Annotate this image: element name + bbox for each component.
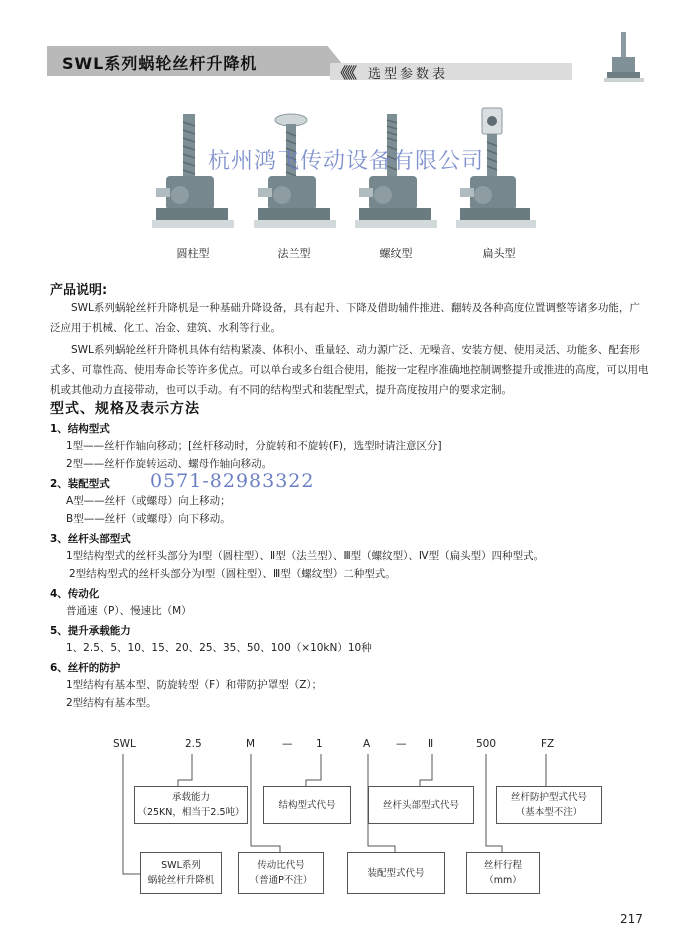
section-title: 4、传动化: [50, 588, 100, 600]
box-line: 传动比代号: [257, 860, 305, 871]
company-watermark: 杭州鸿飞传动设备有限公司: [208, 149, 485, 174]
box-line: 蜗轮丝杆升降机: [147, 875, 215, 886]
phone-watermark: 0571-82983322: [150, 470, 315, 492]
box-line: 结构型式代号: [278, 799, 336, 811]
section-line: 1型——丝杆作轴向移动；[丝杆移动时，分旋转和不旋转(F)，选型时请注意区分]: [66, 440, 442, 452]
section-line: 1、2.5、5、10、15、20、25、35、50、100（×10kN）10种: [66, 642, 372, 654]
section-line: B型——丝杆（或螺母）向下移动。: [66, 513, 231, 525]
code-part-protect: FZ: [541, 738, 555, 750]
code-box-ratio: [238, 852, 324, 894]
section-title: 6、丝杆的防护: [50, 662, 121, 674]
spec-heading: 型式、规格及表示方法: [50, 401, 200, 417]
box-line: （mm）: [484, 875, 522, 886]
box-line: 丝杆行程: [483, 860, 522, 871]
section-line: 2型——丝杆作旋转运动、螺母作轴向移动。: [66, 458, 273, 470]
code-part-dash: —: [282, 738, 293, 750]
box-line: （普通P不注）: [249, 875, 313, 886]
product-desc-heading: 产品说明:: [50, 283, 108, 298]
code-box-head: [368, 786, 474, 824]
page-number: 217: [620, 912, 643, 926]
box-line: 装配型式代号: [367, 867, 425, 879]
header-arrows: 《《《: [333, 64, 355, 82]
code-box-stroke: [466, 852, 540, 894]
box-line: 丝杆防护型式代号: [510, 792, 587, 803]
section-line: 1型结构有基本型、防旋转型（F）和带防护罩型（Z）；: [66, 679, 323, 691]
box-line: 丝杆头部型式代号: [382, 799, 459, 811]
code-part-capacity: 2.5: [185, 738, 202, 750]
code-part-assembly: A: [363, 738, 371, 750]
code-part-ratio: M: [246, 738, 256, 750]
product-label: 圆柱型: [176, 247, 210, 260]
section-line: 普通速（P）、慢速比（M）: [66, 605, 192, 617]
code-box-assembly: [347, 852, 445, 894]
section-title: 2、装配型式: [50, 478, 110, 490]
box-line: SWL系列: [161, 860, 201, 871]
section-title: 3、丝杆头部型式: [50, 533, 131, 545]
code-part-dash: —: [396, 738, 407, 750]
section-line: A型——丝杆（或螺母）向上移动；: [66, 495, 231, 507]
section-line: 2型结构有基本型。: [66, 697, 157, 709]
product-label: 法兰型: [277, 247, 311, 260]
box-line: （25KN，相当于2.5吨）: [137, 807, 245, 818]
code-box-protect: [496, 786, 602, 824]
code-part-stroke: 500: [476, 738, 497, 750]
section-line: 1型结构型式的丝杆头部分为Ⅰ型（圆柱型）、Ⅱ型（法兰型）、Ⅲ型（螺纹型）、Ⅳ型（扁头型）四种型式。: [66, 550, 545, 562]
product-desc-paragraph-1: SWL系列蜗轮丝杆升降机是一种基础升降设备，具有起升、下降及借助辅件推进、翻转及各种高度位置调整等诸多功能，广泛应用于机械、化工、冶金、建筑、水利等行业。: [50, 302, 640, 334]
box-line: 承载能力: [171, 792, 210, 803]
box-line: （基本型不注）: [515, 807, 583, 818]
header-subtitle: 选型参数表: [368, 67, 449, 82]
product-label: 螺纹型: [379, 247, 413, 260]
code-part-structure: 1: [316, 738, 323, 750]
code-part-head: Ⅱ: [428, 738, 434, 750]
code-box-capacity: [134, 786, 248, 824]
product-label: 扁头型: [482, 247, 516, 260]
product-desc-paragraph-2: SWL系列蜗轮丝杆升降机具体有结构紧凑、体积小、重量轻、动力源广泛、无噪音、安装方便、使用灵活、功能多、配套形式多、可靠性高、使用寿命长等许多优点。可以单台或多台组合使用，能按一定程序准确地控制调整提升或推进的高度，可以用电机或其他动力直接带动，也可以手动。有不同的结构型式和装配型式，提升高度按用户的要求定制。: [50, 344, 649, 396]
code-part-series: SWL: [113, 738, 136, 750]
code-box-structure: [263, 786, 351, 824]
page-title: SWL系列蜗轮丝杆升降机: [62, 54, 258, 73]
code-box-series: [140, 852, 222, 894]
section-title: 5、提升承载能力: [50, 625, 131, 637]
section-title: 1、结构型式: [50, 423, 110, 435]
section-line: 2型结构型式的丝杆头部分为Ⅰ型（圆柱型）、Ⅲ型（螺纹型）二种型式。: [69, 568, 396, 580]
